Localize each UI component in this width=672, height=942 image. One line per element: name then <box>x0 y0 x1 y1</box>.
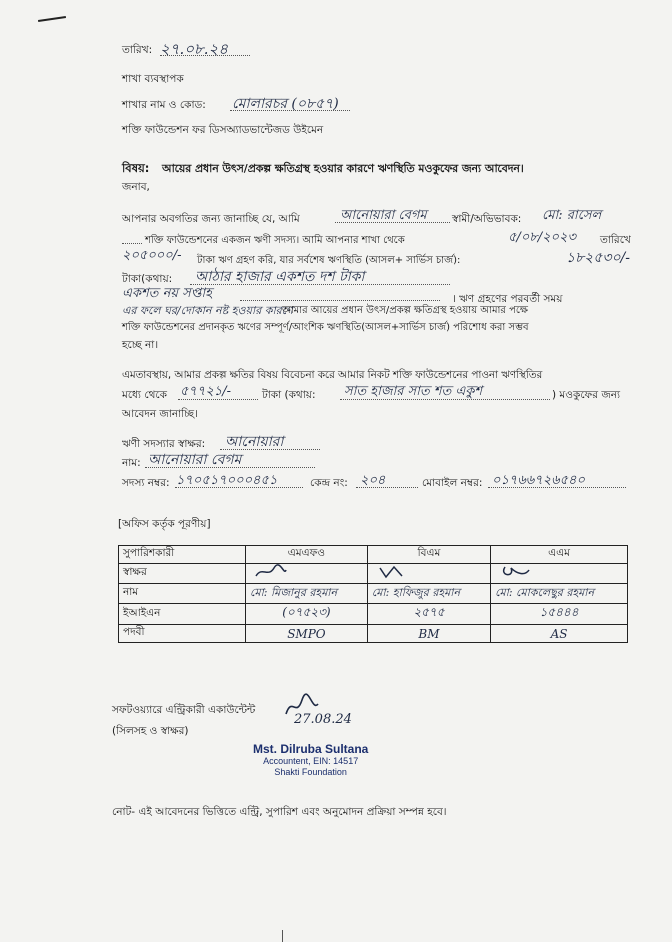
office-table <box>118 545 628 643</box>
corner-mark <box>38 16 66 22</box>
accountant-sign-date: 27.08.24 <box>294 712 352 727</box>
date-suffix: তারিখে <box>600 234 631 246</box>
organization-line: শক্তি ফাউন্ডেশন ফর ডিসঅ্যাডভান্টেজড উইমেন <box>122 124 324 136</box>
member-no-label: সদস্য নম্বর: <box>122 477 170 489</box>
footer-note: নোট- এই আবেদনের ভিত্তিতে এন্ট্রি, সুপারিশ এবং অনুমোদন প্রক্রিয়া সম্পন্ন হবে। <box>112 806 447 818</box>
loan-amount-handwritten: ২০৫০০০/- <box>122 248 182 263</box>
mfo-header: এমএফও <box>246 546 368 564</box>
bm-ein: ২৫৭৫ <box>367 604 490 625</box>
accountant-line1: সফটওয়্যারে এন্ট্রিকারী একাউন্টেন্ট <box>112 704 256 716</box>
member-name-label: নাম: <box>122 457 141 469</box>
para2-line2a: মধ্যে থেকে <box>122 389 167 401</box>
row-label: পদবী <box>119 625 246 643</box>
member-no-value: ১৭০৫১৭০০০৪৫১ <box>176 473 278 488</box>
para1-line8: হচ্ছে না। <box>122 339 159 351</box>
para2-line2b: টাকা (কথায়: <box>262 389 316 401</box>
outstanding-words-handwritten: আঠার হাজার একশত দশ টাকা <box>195 269 365 285</box>
table-row <box>119 584 628 604</box>
member-name-handwritten: আনোয়ারা বেগম <box>340 208 427 223</box>
stamp-name: Mst. Dilruba Sultana <box>253 742 369 756</box>
am-header: এএম <box>491 546 628 564</box>
edge-mark <box>282 930 283 942</box>
para2-line1: এমতাবস্থায়, আমার প্রকল্প ক্ষতির বিষয় বিবেচনা করে আমার নিকট শক্তি ফাউন্ডেশনের পাওনা ঋণস্থিতির <box>122 369 543 381</box>
row-label: ইআইএন <box>119 604 246 625</box>
signature-scribble <box>250 564 290 580</box>
stamp-role: Accountent, EIN: 14517 <box>263 756 359 766</box>
bm-name: মো: হাফিজুর রহমান <box>367 584 490 604</box>
bm-signature <box>367 564 490 584</box>
guardian-handwritten: মো: রাসেল <box>542 208 602 223</box>
am-signature <box>491 564 628 584</box>
center-value: ২০৪ <box>360 473 386 488</box>
mobile-label: মোবাইল নম্বর: <box>422 477 483 489</box>
am-ein: ১৫৪৪৪ <box>491 604 628 625</box>
subject-text: আয়ের প্রধান উৎস/প্রকল্প ক্ষতিগ্রস্থ হওয়ার কারণে ঋণস্থিতি মওকুফের জন্য আবেদন। <box>162 162 524 175</box>
table-row <box>119 546 628 564</box>
accountant-line2: (সিলসহ ও স্বাক্ষর) <box>112 725 189 737</box>
branch-label: শাখার নাম ও কোড: <box>122 99 206 111</box>
mobile-value: ০১৭৬৬৭২৬৫৪০ <box>492 473 585 488</box>
center-label: কেন্দ্র নং: <box>310 477 348 489</box>
row-label: সুপারিশকারী <box>119 546 246 564</box>
para2-line3: আবেদন জানাচ্ছি। <box>122 408 198 420</box>
waiver-amount-handwritten: ৫৭৭২১/- <box>180 384 232 399</box>
table-row <box>119 564 628 584</box>
date-value: ২৭.০৮.২৪ <box>160 40 229 58</box>
row-label: স্বাক্ষর <box>119 564 246 584</box>
loan-date-handwritten: ৫/০৮/২০২৩ <box>508 230 576 245</box>
mfo-ein: (০৭৫২৩) <box>246 604 368 625</box>
para2-line2c: ) মওকুফের জন্য <box>552 389 621 401</box>
para1-line2: শক্তি ফাউন্ডেশনের একজন ঋণী সদস্য। আমি আপনার শাখা থেকে <box>145 235 405 246</box>
waiver-words-handwritten: সাত হাজার সাত শত একুশ <box>344 384 483 399</box>
in-words-label: টাকা(কথায়: <box>122 273 173 285</box>
para1-line1: আপনার অবগতির জন্য জানাচ্ছি যে, আমি <box>122 213 300 225</box>
mfo-name: মো: মিজানুর রহমান <box>246 584 368 604</box>
date-label: তারিখ: <box>122 44 153 56</box>
am-designation: AS <box>491 625 628 643</box>
mfo-designation: SMPO <box>246 625 368 643</box>
salutation: জনাব, <box>122 181 150 193</box>
signature-scribble <box>495 564 535 580</box>
bm-designation: BM <box>367 625 490 643</box>
para1-line6: আমার আয়ের প্রধান উৎস/প্রকল্প ক্ষতিগ্রস্থ হওয়ায় আমার পক্ষে <box>282 305 528 316</box>
stamp-org: Shakti Foundation <box>274 767 347 777</box>
accountant-stamp <box>253 742 368 778</box>
reason-handwritten: এর ফলে ঘর/দোকান নষ্ট হওয়ার কারণে <box>122 304 293 317</box>
outstanding-handwritten: ১৮২৫৩০/- <box>566 250 631 266</box>
para1-line3: টাকা ঋণ গ্রহণ করি, যার সর্বশেষ ঋণস্থিতি (আসল+ সার্ভিস চার্জ): <box>197 255 461 266</box>
member-signature: আনোয়ারা <box>225 434 284 450</box>
branch-value: মোলারচর (০৮৫৭) <box>232 96 339 112</box>
signature-scribble <box>372 564 412 580</box>
table-row <box>119 604 628 625</box>
guardian-label: স্বামী/অভিভাবক: <box>452 213 522 225</box>
member-sign-label: ঋণী সদস্যার স্বাক্ষর: <box>122 438 206 450</box>
bm-header: বিএম <box>367 546 490 564</box>
para1-line7: শক্তি ফাউন্ডেশনের প্রদানকৃত ঋণের সম্পূর্ণ/আংশিক ঋণস্থিতি(আসল+সার্ভিস চার্জ) পরিশোধ করা সম্ভব <box>122 322 529 333</box>
office-heading: [অফিস কর্তৃক পূরণীয়] <box>118 518 211 530</box>
table-row <box>119 625 628 643</box>
member-name-value: আনোয়ারা বেগম <box>148 452 242 468</box>
row-label: নাম <box>119 584 246 604</box>
branch-manager-line: শাখা ব্যবস্থাপক <box>122 73 184 85</box>
subject-label: বিষয়: <box>122 161 150 175</box>
mfo-signature <box>246 564 368 584</box>
am-name: মো: মোকলেছুর রহমান <box>491 584 628 604</box>
para1-line5: । ঋণ গ্রহণের পরবর্তী সময় <box>452 293 563 305</box>
weeks-handwritten: একশত নয় সপ্তাহ <box>122 286 212 301</box>
